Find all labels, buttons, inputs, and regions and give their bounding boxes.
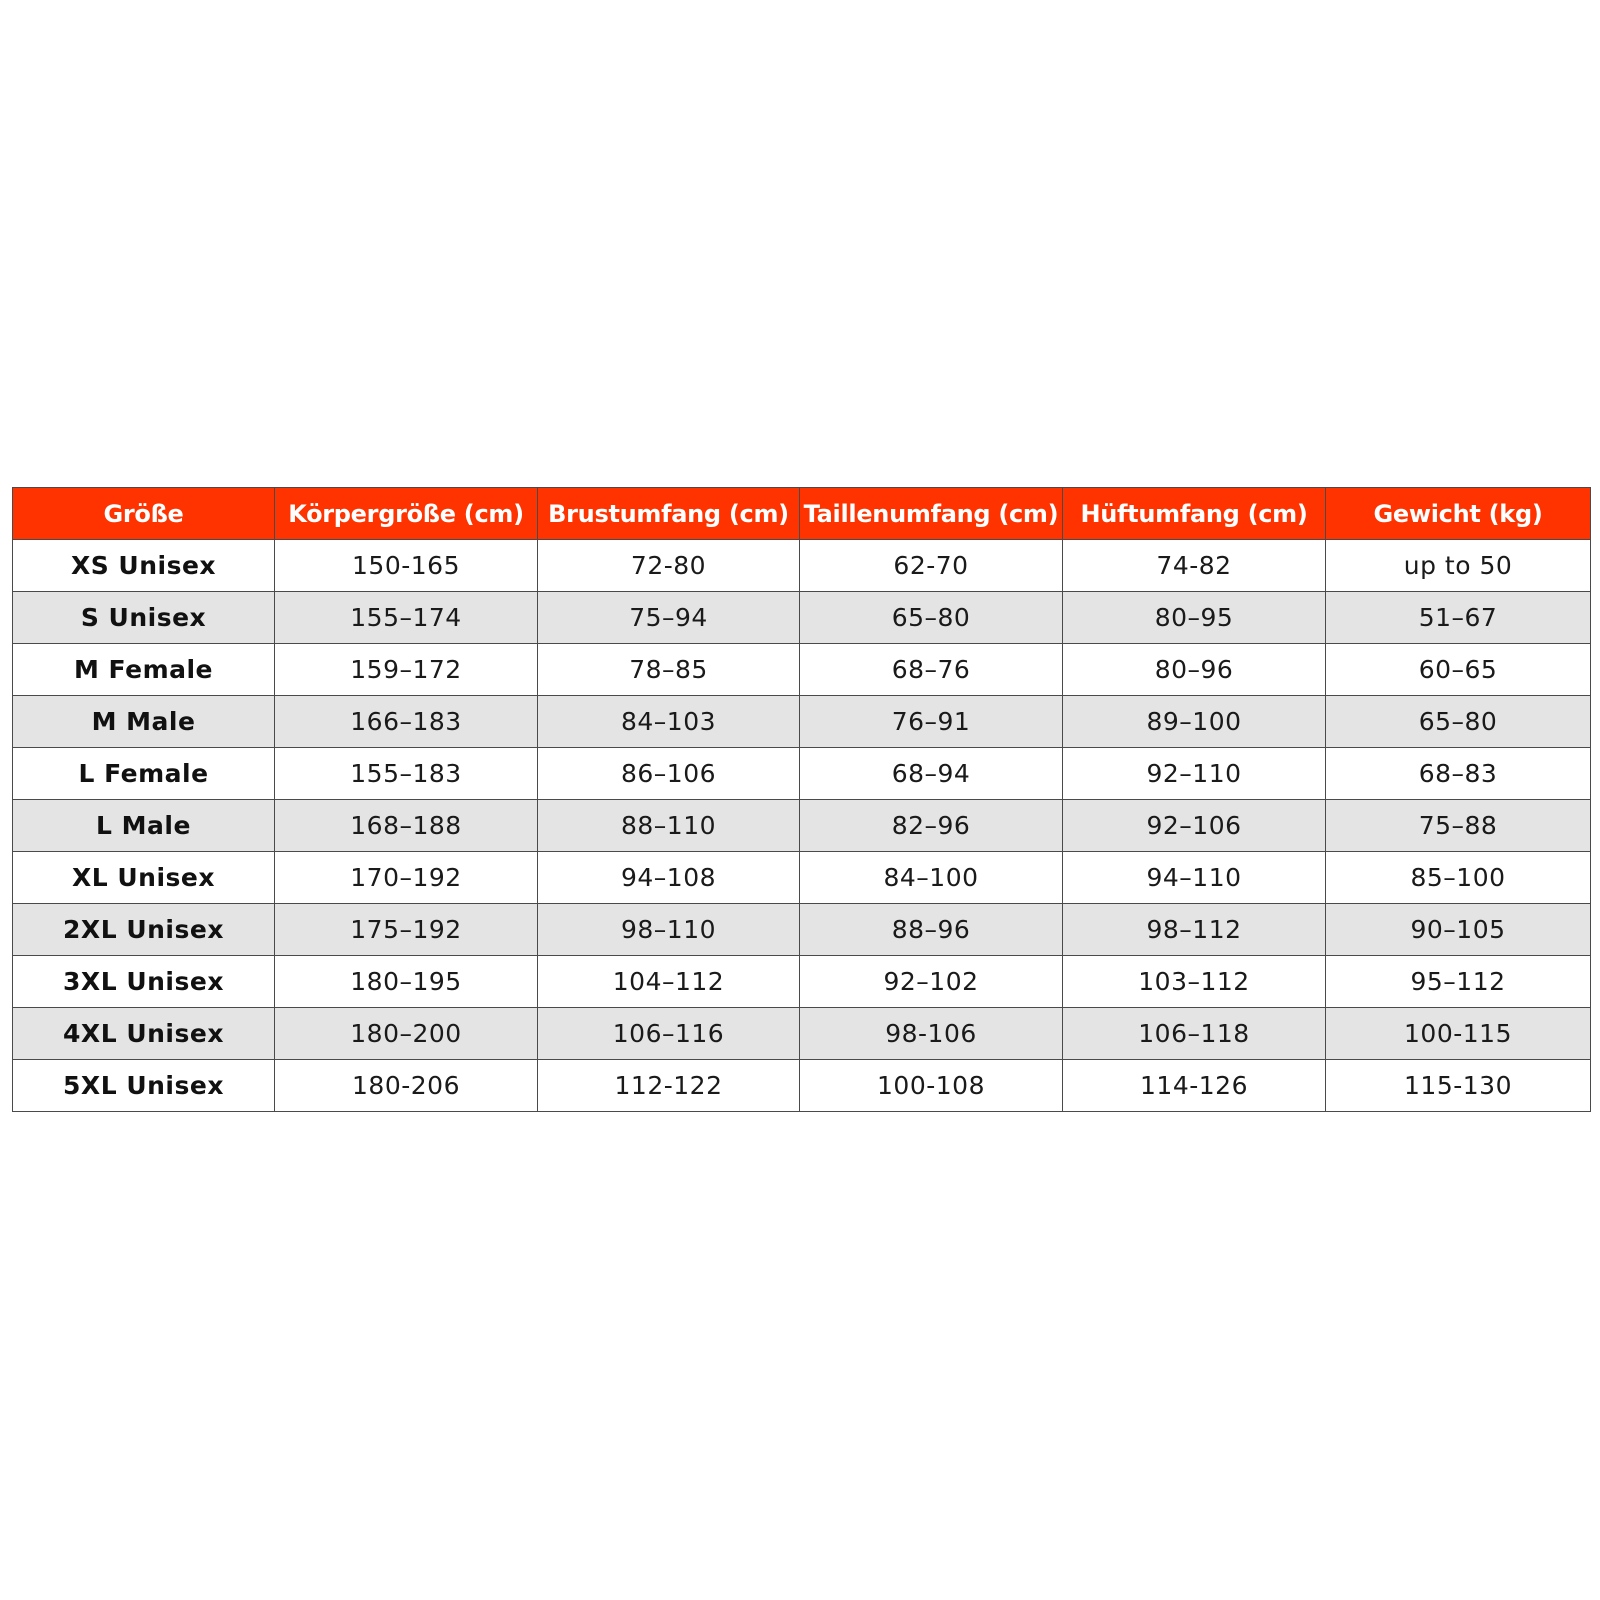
cell-hip: 92–106	[1063, 800, 1326, 852]
cell-waist: 98-106	[800, 1008, 1063, 1060]
table-row	[13, 800, 1591, 852]
cell-chest: 88–110	[538, 800, 800, 852]
cell-body-height: 155–183	[275, 748, 538, 800]
cell-waist: 84–100	[800, 852, 1063, 904]
cell-weight: 90–105	[1326, 904, 1591, 956]
cell-chest: 106–116	[538, 1008, 800, 1060]
cell-weight: 51–67	[1326, 592, 1591, 644]
cell-weight: 85–100	[1326, 852, 1591, 904]
cell-body-height: 159–172	[275, 644, 538, 696]
table-row	[13, 956, 1591, 1008]
table-row	[13, 644, 1591, 696]
header-size: Größe	[13, 488, 275, 540]
cell-chest: 94–108	[538, 852, 800, 904]
header-hip: Hüftumfang (cm)	[1063, 488, 1326, 540]
cell-size: 2XL Unisex	[13, 904, 275, 956]
size-chart-table	[12, 487, 1591, 1112]
cell-body-height: 155–174	[275, 592, 538, 644]
header-weight: Gewicht (kg)	[1326, 488, 1591, 540]
cell-size: 3XL Unisex	[13, 956, 275, 1008]
cell-waist: 62-70	[800, 540, 1063, 592]
cell-waist: 88–96	[800, 904, 1063, 956]
cell-weight: 95–112	[1326, 956, 1591, 1008]
cell-body-height: 168–188	[275, 800, 538, 852]
cell-body-height: 180-206	[275, 1060, 538, 1112]
cell-chest: 84–103	[538, 696, 800, 748]
cell-waist: 100-108	[800, 1060, 1063, 1112]
cell-body-height: 170–192	[275, 852, 538, 904]
cell-chest: 98–110	[538, 904, 800, 956]
cell-body-height: 175–192	[275, 904, 538, 956]
header-body-height: Körpergröße (cm)	[275, 488, 538, 540]
table-row	[13, 592, 1591, 644]
cell-size: 5XL Unisex	[13, 1060, 275, 1112]
table-header	[13, 488, 1591, 540]
cell-waist: 68–94	[800, 748, 1063, 800]
cell-waist: 68–76	[800, 644, 1063, 696]
cell-waist: 82–96	[800, 800, 1063, 852]
cell-weight: 115-130	[1326, 1060, 1591, 1112]
cell-body-height: 180–200	[275, 1008, 538, 1060]
cell-hip: 114-126	[1063, 1060, 1326, 1112]
cell-hip: 98–112	[1063, 904, 1326, 956]
cell-hip: 94–110	[1063, 852, 1326, 904]
table-row	[13, 1008, 1591, 1060]
cell-weight: 100-115	[1326, 1008, 1591, 1060]
cell-weight: 60–65	[1326, 644, 1591, 696]
cell-size: XS Unisex	[13, 540, 275, 592]
header-chest: Brustumfang (cm)	[538, 488, 800, 540]
cell-weight: 68–83	[1326, 748, 1591, 800]
cell-chest: 75–94	[538, 592, 800, 644]
cell-chest: 86–106	[538, 748, 800, 800]
cell-chest: 112-122	[538, 1060, 800, 1112]
table-row	[13, 852, 1591, 904]
cell-hip: 74-82	[1063, 540, 1326, 592]
cell-hip: 103–112	[1063, 956, 1326, 1008]
cell-size: XL Unisex	[13, 852, 275, 904]
cell-body-height: 166–183	[275, 696, 538, 748]
header-waist: Taillenumfang (cm)	[800, 488, 1063, 540]
cell-size: 4XL Unisex	[13, 1008, 275, 1060]
cell-size: M Male	[13, 696, 275, 748]
cell-chest: 78–85	[538, 644, 800, 696]
header-row	[13, 488, 1591, 540]
cell-body-height: 150-165	[275, 540, 538, 592]
cell-waist: 65–80	[800, 592, 1063, 644]
cell-hip: 106–118	[1063, 1008, 1326, 1060]
cell-chest: 72-80	[538, 540, 800, 592]
table-row	[13, 1060, 1591, 1112]
table-row	[13, 904, 1591, 956]
cell-chest: 104–112	[538, 956, 800, 1008]
cell-waist: 92–102	[800, 956, 1063, 1008]
cell-size: L Female	[13, 748, 275, 800]
cell-hip: 89–100	[1063, 696, 1326, 748]
cell-waist: 76–91	[800, 696, 1063, 748]
table-row	[13, 540, 1591, 592]
cell-hip: 92–110	[1063, 748, 1326, 800]
cell-body-height: 180–195	[275, 956, 538, 1008]
cell-size: S Unisex	[13, 592, 275, 644]
cell-size: M Female	[13, 644, 275, 696]
table-body	[13, 540, 1591, 1112]
cell-hip: 80–95	[1063, 592, 1326, 644]
cell-weight: 75–88	[1326, 800, 1591, 852]
table-row	[13, 748, 1591, 800]
cell-weight: 65–80	[1326, 696, 1591, 748]
table-row	[13, 696, 1591, 748]
cell-hip: 80–96	[1063, 644, 1326, 696]
cell-weight: up to 50	[1326, 540, 1591, 592]
cell-size: L Male	[13, 800, 275, 852]
